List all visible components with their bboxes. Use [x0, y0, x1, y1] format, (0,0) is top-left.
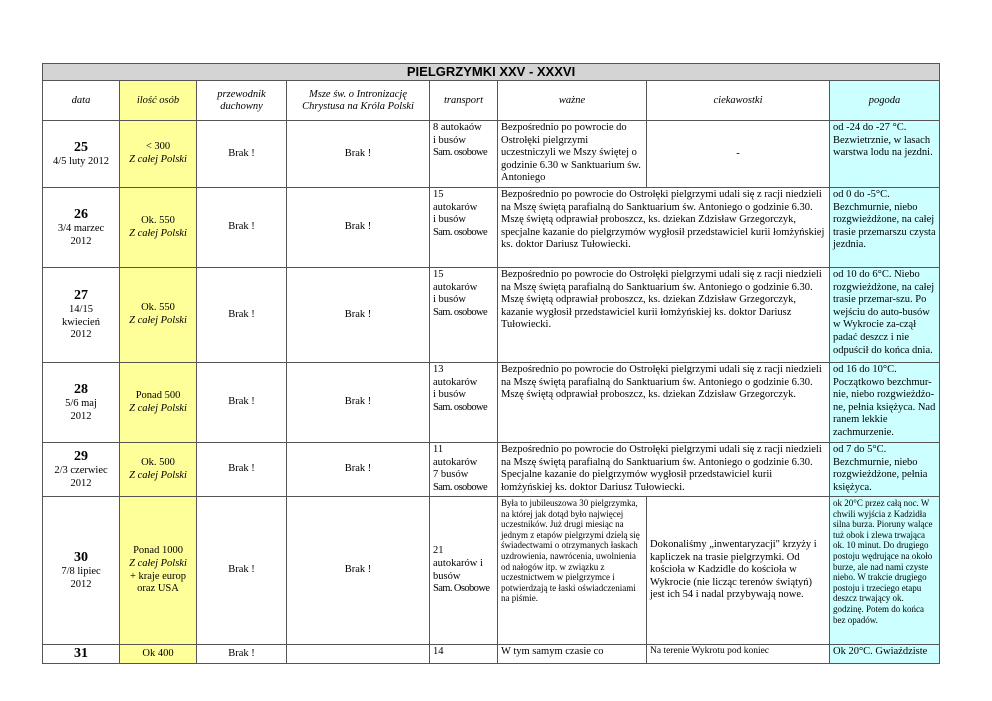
curiosities-cell: Dokonaliśmy „inwentaryzacji" krzyży i kapliczek na trasie pielgrzymki. Od kościoła w Kadzidle do kościoła w Wykrocie (nie licząc terenów świątyń) jest ich 54 i nadal przybywają nowe. [647, 497, 830, 645]
curiosities-cell: Na terenie Wykrotu pod koniec [647, 645, 830, 664]
header-people: ilość osób [120, 81, 197, 121]
transport-line: Sam. osobowe [433, 147, 488, 159]
pilgrimage-number: 27 [74, 288, 88, 304]
date-line: 7/8 lipiec [61, 566, 101, 577]
guide-cell: Brak ! [197, 188, 287, 268]
people-cell: Ok 400 [120, 645, 197, 664]
mass-cell [287, 645, 430, 664]
mass-cell: Brak ! [287, 497, 430, 645]
guide-cell: Brak ! [197, 363, 287, 443]
people-origin: Z całej Polski [129, 227, 187, 239]
table-title: PIELGRZYMKI XXV - XXXVI [43, 64, 940, 81]
guide-cell: Brak ! [197, 645, 287, 664]
people-cell [120, 363, 197, 443]
weather-cell: od 0 do -5°C. Bezchmurnie, niebo rozgwieżdżone, na całej trasie przemarszu czysta jezdnia. [830, 188, 940, 268]
pilgrimage-number: 25 [74, 139, 88, 155]
transport-line: autokarów [433, 281, 478, 293]
pilgrimage-number: 30 [74, 550, 88, 565]
people-count: Ok. 550 [141, 214, 175, 226]
transport-line: autokarów [433, 376, 478, 388]
date-line: 5/6 maj [65, 398, 97, 409]
transport-line: i busów [433, 134, 466, 146]
people-cell [120, 443, 197, 497]
people-cell [120, 497, 197, 645]
transport-line: i busów [433, 389, 466, 401]
mass-cell: Brak ! [287, 443, 430, 497]
curiosities-cell: - [647, 121, 830, 188]
weather-cell: od -24 do -27 °C. Bezwietrznie, w lasach warstwa lodu na jezdni. [830, 121, 940, 188]
people-origin: Z całej Polski [129, 402, 187, 414]
pilgrimage-number: 29 [74, 449, 88, 464]
transport-cell: 14 [430, 645, 498, 664]
weather-cell: od 7 do 5°C. Bezchmurnie, niebo rozgwieżdżone, pełnia księżyca. [830, 443, 940, 497]
date-cell [43, 188, 120, 268]
date-line: 14/15 [69, 304, 93, 316]
people-cell [120, 121, 197, 188]
transport-line: autokarów [433, 456, 478, 468]
table-row [43, 363, 940, 443]
transport-line: 7 busów [433, 469, 469, 481]
people-count: < 300 [145, 141, 171, 153]
important-cell: W tym samym czasie co [498, 645, 647, 664]
transport-line: 11 [433, 444, 444, 455]
weather-cell: od 16 do 10°C. Początkowo bezchmur-nie, niebo rozgwieżdżo-ne, pełnia księżyca. Nad ranem lekkie zachmurzenie. [830, 363, 940, 443]
transport-line: Sam. Osobowe [433, 583, 490, 595]
date-line: 2012 [70, 578, 92, 590]
important-cell: Była to jubileuszowa 30 pielgrzymka, na której jak dotąd było najwięcej uczestników. Już drugi miesiąc na jednym z etapów pielgrzymi dzielą się świadectwami o otrzymanych łaskach uzdrowienia, nawrócenia, uwolnienia od nałogów itp. w związku z uczestnictwem w pielgrzymce i potwierdzają te łaski oświadczeniami na piśmie. [498, 497, 647, 645]
date-cell [43, 363, 120, 443]
header-important: ważne [498, 81, 647, 121]
important-cell: Bezpośrednio po powrocie do Ostrołęki pielgrzymi udali się z racji niedzieli na Mszę świętą parafialną do Sanktuarium św. Antoniego o godzinie 6.30. Specjalne kazanie do pielgrzymów wygłosił przedstawiciel kurii łomżyńskiej ks. doktor Dariusz Tułowiecki. [498, 443, 830, 497]
mass-cell: Brak ! [287, 268, 430, 363]
transport-line: 8 autokaów [433, 122, 482, 133]
important-cell: Bezpośrednio po powrocie do Ostrołęki pielgrzymi udali się z racji niedzieli na Mszę świętą parafialną do Sanktuarium św. Antoniego o godzinie 6.30. Mszę świętą odprawiał proboszcz, ks. dziekan Zdzisław Grzegorczyk, kazanie wygłosił przedstawiciel kurii łomżyńskiej ks. doktor Dariusz Tułowiecki. [498, 268, 830, 363]
header-guide-line2: duchowny [220, 100, 263, 112]
transport-cell [430, 268, 498, 363]
transport-line: Sam. osobowe [433, 306, 488, 318]
people-count: Ponad 500 [135, 389, 181, 401]
people-origin: Z całej Polski [129, 154, 187, 165]
date-cell [43, 497, 120, 645]
date-cell [43, 443, 120, 497]
header-mass-line2: Chrystusa na Króla Polski [302, 100, 414, 112]
important-cell: Bezpośrednio po powrocie do Ostrołęki pielgrzymi uczestniczyli we Mszy świętej o godzinie 6.30 w Sanktuarium św. Antoniego [498, 121, 647, 188]
people-count: Ponad 1000 [133, 545, 183, 557]
transport-cell [430, 443, 498, 497]
table-row [43, 188, 940, 268]
pilgrimage-number: 31 [74, 646, 88, 661]
people-cell [120, 268, 197, 363]
transport-line: busów [433, 570, 461, 582]
weather-cell: od 10 do 6°C. Niebo rozgwieżdżone, na całej trasie przemar-szu. Po wejściu do auto-busów w Wykrocie za-czął padać deszcz i nie odpuścił do końca dnia. [830, 268, 940, 363]
important-cell: Bezpośrednio po powrocie do Ostrołęki pielgrzymi udali się z racji niedzieli na Mszę świętą parafialną do Sanktuarium św. Antoniego o godzinie 6.30. Mszę świętą odprawiał proboszcz, ks. dziekan Zdzisław Grzegorczyk, specjalne kazanie do pielgrzymów wygłosił przedstawiciel kurii łomżyńskiej ks. doktor Dariusz Tułowiecki. [498, 188, 830, 268]
weather-cell: Ok 20°C. Gwiaździste [830, 645, 940, 664]
transport-cell [430, 188, 498, 268]
header-guide-line1: przewodnik [217, 89, 266, 100]
pilgrimage-table [42, 63, 940, 664]
header-mass-line1: Msze św. o Intronizację [309, 89, 407, 100]
table-row [43, 268, 940, 363]
transport-cell [430, 121, 498, 188]
guide-cell: Brak ! [197, 497, 287, 645]
pilgrimage-number: 28 [74, 382, 88, 397]
table-row [43, 121, 940, 188]
people-count: Ok. 550 [141, 302, 175, 314]
transport-line: 15 [433, 269, 444, 280]
header-date: data [43, 81, 120, 121]
header-curiosities: ciekawostki [647, 81, 830, 121]
date-cell [43, 268, 120, 363]
transport-line: Sam. osobowe [433, 226, 488, 238]
transport-line: Sam. osobowe [433, 401, 488, 413]
people-cell [120, 188, 197, 268]
date-line: 2012 [70, 329, 92, 341]
title-row [43, 64, 940, 81]
date-line: 2012 [70, 410, 92, 422]
transport-line: autokarów [433, 201, 478, 213]
header-weather: pogoda [830, 81, 940, 121]
header-mass [287, 81, 430, 121]
date-line: 4/5 luty 2012 [52, 155, 109, 167]
people-extra: + kraje europ oraz USA [129, 570, 187, 595]
table-row [43, 497, 940, 645]
pilgrimage-table-sheet [42, 63, 939, 664]
transport-line: autokarów i [433, 557, 483, 569]
people-origin: Z całej Polski [129, 557, 187, 569]
transport-line: 15 [433, 189, 444, 200]
date-line: 3/4 marzec [57, 223, 105, 234]
header-row [43, 81, 940, 121]
mass-cell: Brak ! [287, 121, 430, 188]
people-origin: Z całej Polski [129, 315, 187, 326]
header-guide [197, 81, 287, 121]
important-cell: Bezpośrednio po powrocie do Ostrołęki pielgrzymi udali się z racji niedzieli na Mszę świętą parafialną do Sanktuarium św. Antoniego o godzinie 6.30. Mszę świętą odprawiał proboszcz, ks. dziekan Zdzisław Grzegorczyk. [498, 363, 830, 443]
guide-cell: Brak ! [197, 121, 287, 188]
date-line: 2012 [70, 477, 92, 489]
transport-cell [430, 363, 498, 443]
date-line: kwiecień [62, 316, 100, 328]
transport-line: i busów [433, 214, 466, 226]
transport-line: 13 [433, 364, 444, 375]
people-origin: Z całej Polski [129, 469, 187, 481]
date-line: 2/3 czerwiec [54, 465, 108, 476]
transport-cell [430, 497, 498, 645]
pilgrimage-number: 26 [74, 207, 88, 222]
mass-cell: Brak ! [287, 363, 430, 443]
weather-cell: ok 20°C przez całą noc. W chwili wyjścia z Kadzidła silna burza. Pioruny walące tuż obok i zlewa trwająca ok. 10 minut. Do drugiego postoju wędrujące na około burze, ale nad nami czyste niebo. W trakcie drugiego postoju i trzeciego etapu deszcz trwający ok. godzinę. Potem do końca bez opadów. [830, 497, 940, 645]
date-cell [43, 121, 120, 188]
guide-cell: Brak ! [197, 443, 287, 497]
transport-line: 21 [433, 545, 444, 557]
table-row [43, 443, 940, 497]
header-transport: transport [430, 81, 498, 121]
transport-line: i busów [433, 294, 466, 306]
people-count: Ok. 500 [141, 456, 175, 468]
date-cell [43, 645, 120, 664]
guide-cell: Brak ! [197, 268, 287, 363]
date-line: 2012 [70, 235, 92, 247]
transport-line: Sam. osobowe [433, 481, 488, 493]
table-row [43, 645, 940, 664]
mass-cell: Brak ! [287, 188, 430, 268]
